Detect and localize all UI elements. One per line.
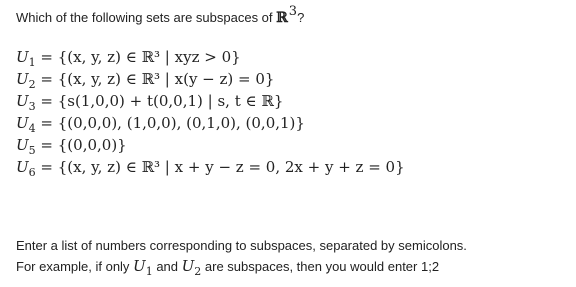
real-space-symbol: ℝ bbox=[276, 10, 288, 26]
example-set-1 bbox=[133, 257, 153, 278]
question-text bbox=[16, 4, 305, 26]
set-definition: = {(0,0,0)} bbox=[35, 136, 127, 154]
set-name: U bbox=[16, 92, 29, 110]
set-u2 bbox=[16, 68, 405, 90]
example-and: and bbox=[152, 259, 182, 274]
set-index: 2 bbox=[28, 78, 36, 91]
set-u3 bbox=[16, 90, 405, 112]
example-set-name: U bbox=[181, 257, 195, 275]
example-set-2 bbox=[181, 257, 202, 278]
set-u1 bbox=[16, 46, 405, 68]
set-name: U bbox=[16, 158, 29, 176]
example-suffix: are subspaces, then you would enter 1;2 bbox=[201, 259, 440, 274]
set-name: U bbox=[16, 70, 29, 88]
set-definition: = {(x, y, z) ∈ ℝ³ | x + y − z = 0, 2x + y + z = 0} bbox=[35, 158, 405, 176]
set-definition: = {(x, y, z) ∈ ℝ³ | x(y − z) = 0} bbox=[35, 70, 275, 88]
example-set-index: 2 bbox=[194, 265, 202, 278]
set-index: 6 bbox=[28, 166, 36, 179]
question-suffix: ? bbox=[297, 10, 305, 25]
set-index: 3 bbox=[28, 100, 36, 113]
set-definition: = {s(1,0,0) + t(0,0,1) | s, t ∈ ℝ} bbox=[35, 92, 284, 110]
set-name: U bbox=[16, 114, 29, 132]
question-prefix: Which of the following sets are subspaces of bbox=[16, 10, 277, 25]
set-name: U bbox=[16, 48, 29, 66]
example-prefix: For example, if only bbox=[16, 259, 134, 274]
answer-instructions bbox=[16, 236, 467, 278]
set-definitions bbox=[16, 46, 405, 178]
set-index: 4 bbox=[28, 122, 36, 135]
example-set-index: 1 bbox=[145, 265, 153, 278]
example-set-name: U bbox=[133, 257, 146, 275]
set-definition: = {(x, y, z) ∈ ℝ³ | xyz > 0} bbox=[35, 48, 241, 66]
set-u4 bbox=[16, 112, 405, 134]
set-u5 bbox=[16, 134, 405, 156]
instruction-line-2 bbox=[16, 256, 467, 278]
set-index: 5 bbox=[28, 144, 36, 157]
dimension-exponent: 3 bbox=[288, 4, 298, 19]
instruction-line-1: Enter a list of numbers corresponding to subspaces, separated by semicolons. bbox=[16, 238, 467, 253]
set-definition: = {(0,0,0), (1,0,0), (0,1,0), (0,0,1)} bbox=[35, 114, 305, 132]
set-index: 1 bbox=[28, 56, 36, 69]
set-name: U bbox=[16, 136, 29, 154]
set-u6 bbox=[16, 156, 405, 178]
